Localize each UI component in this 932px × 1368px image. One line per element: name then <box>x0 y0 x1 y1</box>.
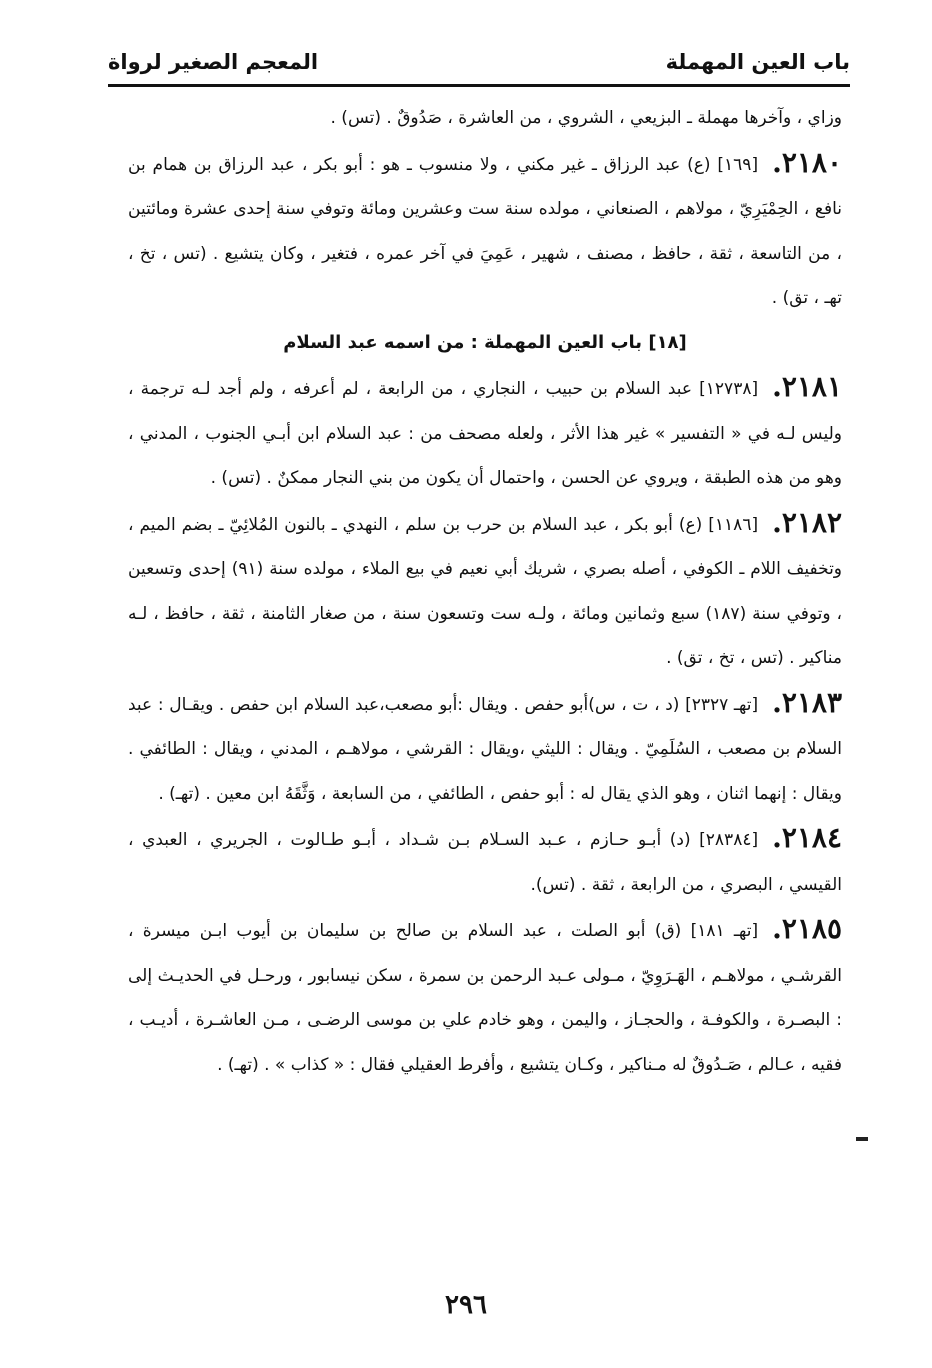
entry-text: [تهـ ٢٣٢٧] (د ، ت ، س)أبو حفص . ويقال :أبو مصعب،عبد السلام ابن حفص . ويقـال : عبد السلام بن مصعب ، السُلَمِيّ . ويقال : الليثي ،ويقال : القرشي ، مولاهـم ، المدني ، ويقال : الطائفي . ويقال : إنهما اثنان ، وهو الذي يقال له : أبو حفص ، الطائفي ، من السابعة ، وَثَّقَهُ ابن معين . (تهـ) . <box>128 694 842 804</box>
header-book-title: المعجم الصغير لرواة <box>108 50 319 74</box>
header-chapter-title: باب العين المهملة <box>665 50 850 74</box>
entry-text: [تهـ ١٨١] (ق) أبو الصلت ، عبد السلام بن صالح بن سليمان بن أيوب ابـن ميسرة ، القرشـي ، مولاهـم ، الهَـرَوِيّ ، مـولى عـبد الرحمن بن سمرة ، سكن نيسابور ، ورحـل في الحديـث إلى : البصـرة ، والكوفـة ، والحجـاز ، واليمن ، وهو خادم علي بن موسى الرضـى ، مـن العاشـرة ، أديـب ، فقيه ، عـالم ، صَـدُوقٌ له مـناكير ، وكـان يتشيع ، وأفرط العقيلي فقال : « كذاب » . (تهـ) . <box>128 921 842 1075</box>
entry-number: ٢١٨٥. <box>772 912 842 945</box>
entry-2185 <box>128 907 842 1087</box>
intro-line: وزاي ، وآخرها مهملة ـ البزيعي ، الشروي ، من العاشرة ، صَدُوقٌ . (تس) . <box>330 108 842 128</box>
entry-text: [٢٨٣٨٤] (د) أبـو حـازم ، عـبد السـلام بـن شـداد ، أبـو طـالوت ، الجريري ، العبدي ، القيسي ، البصري ، من الرابعة ، ثقة . (تس). <box>128 830 842 895</box>
page-number: ٢٩٦ <box>445 1290 487 1320</box>
section-title: [١٨] باب العين المهملة : من اسمه عبد السلام <box>283 331 687 353</box>
entry-2183 <box>128 681 842 817</box>
entry-text: [١١٨٦] (ع) أبو بكر ، عبد السلام بن حرب بن سلم ، النهدي ـ بالنون المُلائِيّ ـ بضم الميم ، وتخفيف اللام ـ الكوفي ، أصله بصري ، شريك أبي نعيم في بيع الملاء ، مولده سنة (٩١) إحدى وتسعين ، وتوفي سنة (١٨٧) سبع وثمانين ومائة ، ولـه ست وتسعون سنة ، من صغار الثامنة ، ثقة ، حافظ ، لـه مناكير . (تس ، تخ ، تق) . <box>128 514 843 668</box>
page-body <box>128 96 842 1087</box>
entry-number: ٢١٨٠. <box>772 145 842 179</box>
entry-2182 <box>128 501 842 681</box>
running-header <box>108 40 850 87</box>
entry-2180 <box>128 141 842 321</box>
entry-text: [١٦٩] (ع) عبد الرزاق ـ غير مكني ، ولا منسوب ـ هو : أبو بكر ، عبد الرزاق بن همام بن نافع ، الحِمْيَرِيّ ، مولاهم ، الصنعاني ، مولده سنة ست وعشرين ومائة وتوفي سنة إحدى عشرة ومائتين ، من التاسعة ، ثقة ، حافظ ، مصنف ، شهير ، عَمِيَ في آخر عمره ، فتغير ، وكان يتشيع . (تس ، تخ ، تهـ ، تق) . <box>128 154 842 308</box>
entry-number: ٢١٨٢. <box>772 505 842 539</box>
entry-text: [١٢٧٣٨] عبد السلام بن حبيب ، النجاري ، من الرابعة ، لم أعرفه ، ولم أجد لـه ترجمة ، وليس لـه في « التفسير » غير هذا الأثر ، ولعله مصحف من : عبد السلام ابن أبـي الجنوب ، المدني ، وهو من هذه الطبقة ، ويروي عن الحسن ، واحتمال أن يكون من بني النجار ممكنٌ . (تس) . <box>128 379 842 488</box>
entry-2181 <box>128 365 842 501</box>
entry-number: ٢١٨٤. <box>772 821 842 854</box>
entry-number: ٢١٨٣. <box>772 685 842 719</box>
entry-number: ٢١٨١. <box>772 370 842 403</box>
entry-2184 <box>128 816 842 907</box>
margin-mark <box>856 1137 868 1141</box>
